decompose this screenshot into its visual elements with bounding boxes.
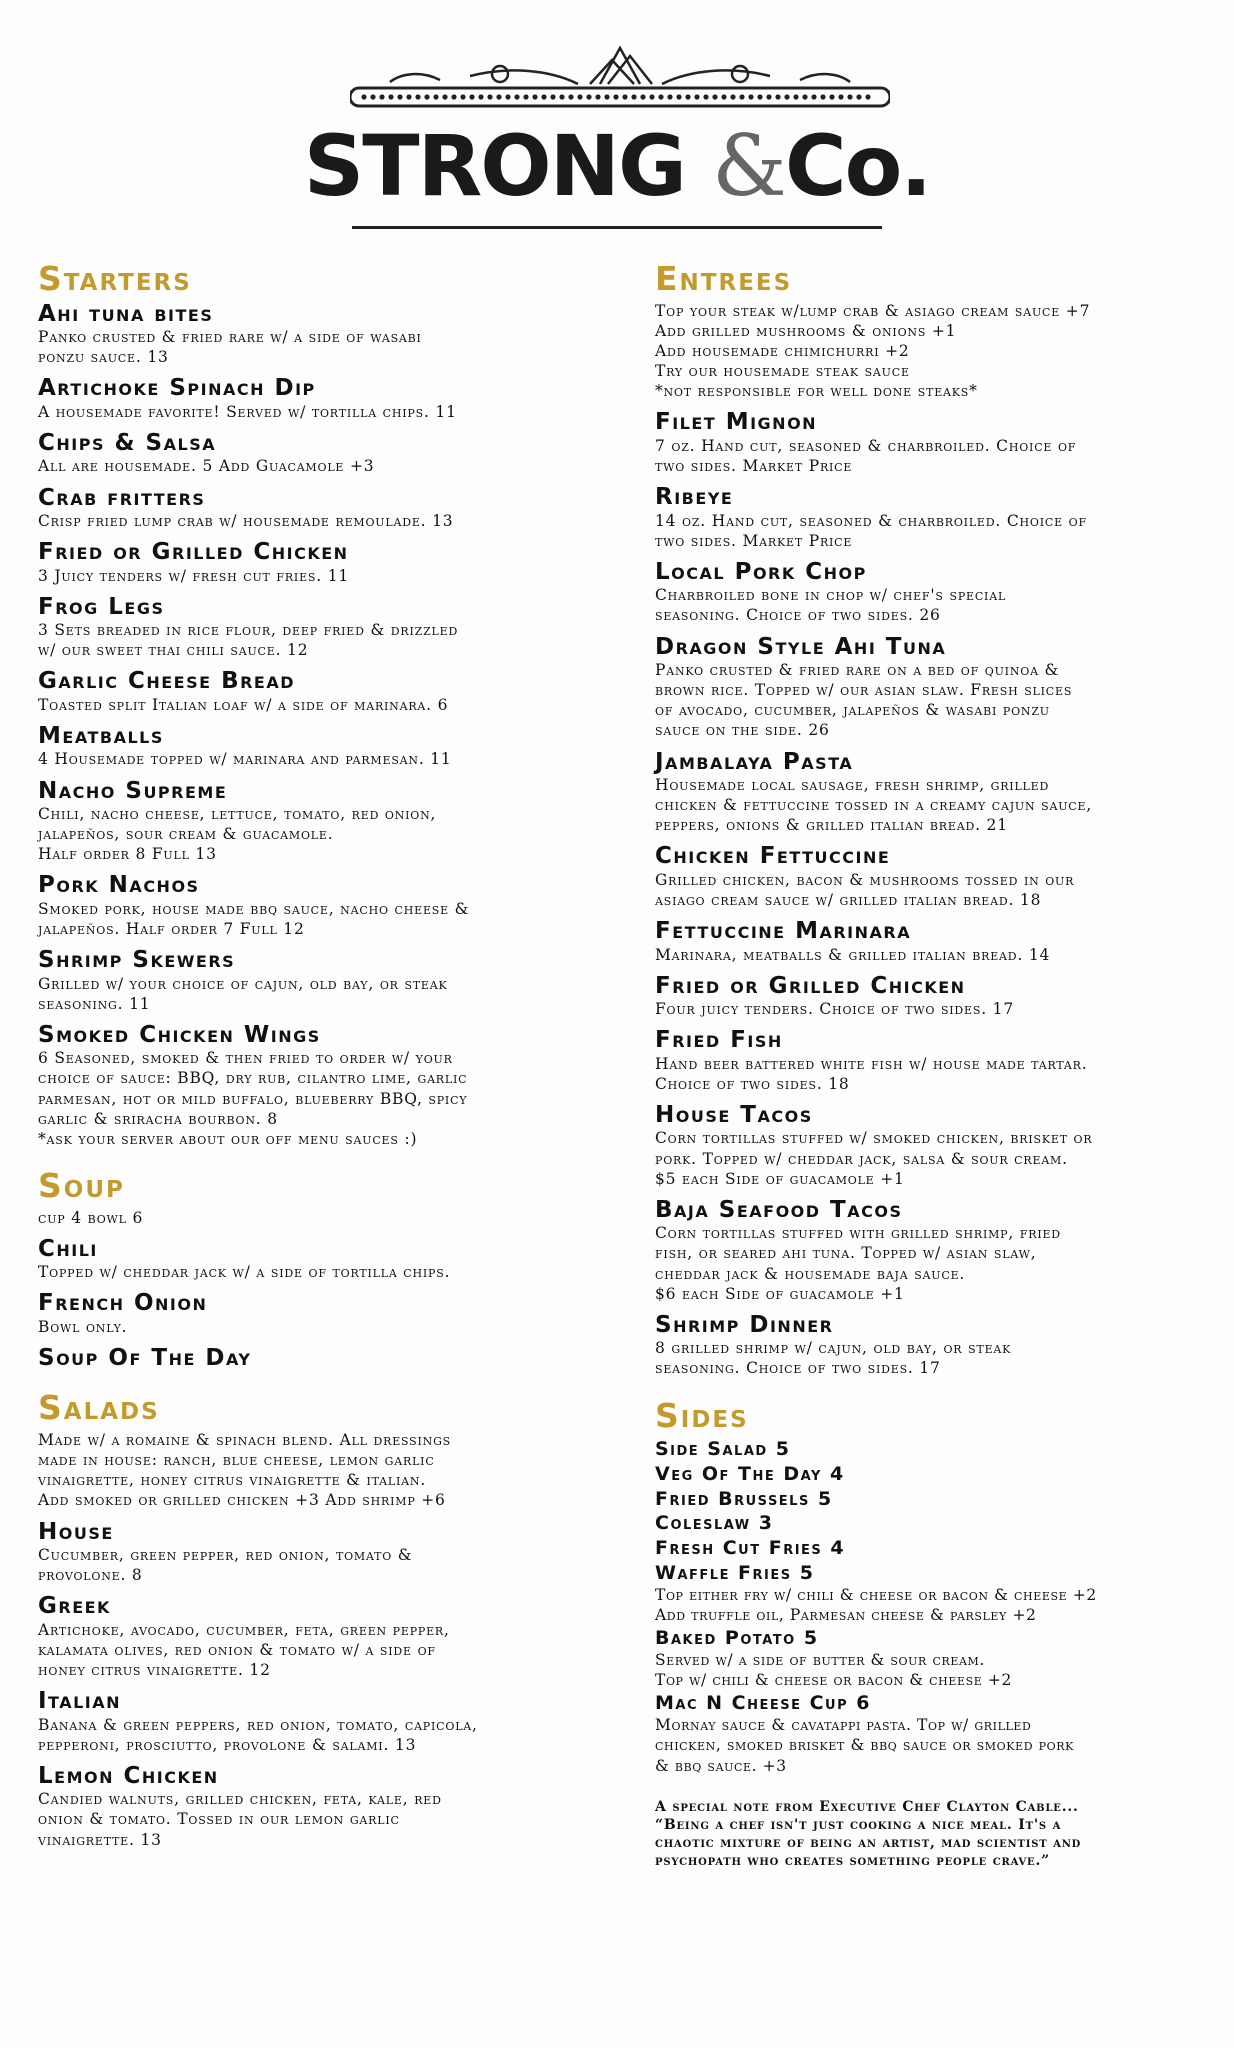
side-item: Baked Potato 5 [655, 1626, 819, 1649]
item-desc: Crisp fried lump crab w/ housemade remoulade. 13 [38, 511, 454, 530]
ornament-dot [532, 94, 537, 99]
ornament-dot [802, 94, 807, 99]
ornament-dot [478, 94, 483, 99]
brand-name: STRONG [303, 117, 685, 215]
item-name: Chicken Fettuccine [655, 843, 891, 870]
ornament-dot [424, 94, 429, 99]
ornament-dot [514, 94, 519, 99]
ornament-dot [433, 94, 438, 99]
menu-item [38, 947, 608, 1014]
side-item: Veg Of The Day 4 [655, 1462, 845, 1485]
menu-item [38, 723, 608, 770]
item-name: Pork Nachos [38, 872, 200, 899]
menu-item [655, 484, 1215, 551]
menu-item [655, 749, 1215, 836]
menu-item [38, 1688, 608, 1755]
item-name: Jambalaya Pasta [655, 748, 854, 775]
menu-item [655, 1197, 1215, 1304]
ornament-dot [496, 94, 501, 99]
item-desc: Candied walnuts, grilled chicken, feta, kale, red onion & tomato. Tossed in our lemon garlic vinaigrette. 13 [38, 1790, 442, 1849]
ornament-crest-icon [350, 40, 890, 120]
item-name: Nacho Supreme [38, 777, 228, 804]
menu-item [38, 1236, 608, 1283]
item-desc: 3 Juicy tenders w/ fresh cut fries. 11 [38, 566, 350, 585]
item-desc: 3 Sets breaded in rice flour, deep fried & drizzled w/ our sweet thai chili sauce. 12 [38, 621, 459, 660]
ornament-dot [469, 94, 474, 99]
ornament-dot [541, 94, 546, 99]
chef-quote: A special note from Executive Chef Clayton Cable... “Being a chef isn't just cooking a nice meal. It's a chaotic mixture of being an artist, mad scientist and psychopath who creates something people crave.” [655, 1798, 1082, 1870]
right-column [655, 256, 1215, 1870]
item-name: Shrimp Skewers [38, 947, 236, 974]
ornament-dot [487, 94, 492, 99]
menu-item [38, 594, 608, 661]
item-desc: 8 grilled shrimp w/ cajun, old bay, or steak seasoning. Choice of two sides. 17 [655, 1339, 1012, 1378]
salads-list [38, 1519, 608, 1850]
item-desc: Four juicy tenders. Choice of two sides. 17 [655, 1000, 1014, 1019]
ornament-dot [748, 94, 753, 99]
menu-item [38, 1345, 608, 1371]
item-desc: Corn tortillas stuffed w/ smoked chicken, brisket or pork. Topped w/ cheddar jack, salsa & sour cream. $5 each Side of guacamole +1 [655, 1129, 1093, 1188]
section-title-sides: Sides [655, 1395, 749, 1435]
menu-item [655, 559, 1215, 626]
item-desc: Topped w/ cheddar jack w/ a side of tortilla chips. [38, 1263, 451, 1282]
menu-item [38, 1593, 608, 1680]
salads-intro: Made w/ a romaine & spinach blend. All dressings made in house: ranch, blue cheese, lemon garlic vinaigrette, honey citrus vinaigrette & italian. Add smoked or grilled chicken +3 Add shrimp +6 [38, 1431, 452, 1510]
ornament-dot [847, 94, 852, 99]
ornament-dot [685, 94, 690, 99]
item-name: Baja Seafood Tacos [655, 1196, 903, 1223]
menu-item [38, 872, 608, 939]
item-desc: 14 oz. Hand cut, seasoned & charbroiled. Choice of two sides. Market Price [655, 511, 1087, 550]
item-name: Dragon Style Ahi Tuna [655, 633, 947, 660]
menu-item [655, 1102, 1215, 1189]
ornament-dot [361, 94, 366, 99]
item-name: Smoked Chicken Wings [38, 1021, 321, 1048]
menu-item [655, 634, 1215, 741]
logo-underline [352, 226, 882, 229]
menu-item [38, 301, 608, 368]
ornament-dot [721, 94, 726, 99]
item-name: Garlic Cheese Bread [38, 668, 296, 695]
ornament-dot [415, 94, 420, 99]
menu-item [38, 485, 608, 532]
side-item: Mac N Cheese Cup 6 [655, 1691, 871, 1714]
starters-list [38, 301, 608, 1149]
item-name: Shrimp Dinner [655, 1311, 834, 1338]
ornament-dot [820, 94, 825, 99]
item-name: Ribeye [655, 484, 734, 511]
side-item-note: Served w/ a side of butter & sour cream. Top w/ chili & cheese or bacon & cheese +2 [655, 1651, 1012, 1690]
ornament-dot [577, 94, 582, 99]
ornament-dot [811, 94, 816, 99]
ornament-dot [829, 94, 834, 99]
menu-item [655, 973, 1215, 1020]
menu-item [38, 430, 608, 477]
item-desc: Corn tortillas stuffed with grilled shrimp, fried fish, or seared ahi tuna. Topped w/ asian slaw, cheddar jack & housemade baja sauce. $6 each Side of guacamole +1 [655, 1224, 1061, 1303]
side-item: Waffle Fries 5 [655, 1561, 815, 1584]
ornament-dot [658, 94, 663, 99]
menu-item [655, 1027, 1215, 1094]
item-name: Crab fritters [38, 484, 206, 511]
item-desc: Smoked pork, house made bbq sauce, nacho cheese & jalapeños. Half order 7 Full 12 [38, 899, 470, 938]
section-title-salads: Salads [38, 1388, 160, 1428]
item-desc: A housemade favorite! Served w/ tortilla chips. 11 [38, 402, 457, 421]
menu-item [38, 375, 608, 422]
ornament-dot [586, 94, 591, 99]
ornament-dot [703, 94, 708, 99]
item-desc: Marinara, meatballs & grilled italian bread. 14 [655, 945, 1051, 964]
ornament-dot [793, 94, 798, 99]
ornament-dot [784, 94, 789, 99]
item-name: French Onion [38, 1290, 208, 1317]
ornament-dot [604, 94, 609, 99]
soup-list [38, 1236, 608, 1372]
ornament-dot [622, 94, 627, 99]
side-item: Coleslaw 3 [655, 1512, 774, 1535]
ornament-dot [649, 94, 654, 99]
ornament-dot [739, 94, 744, 99]
ornament-dot [451, 94, 456, 99]
ornament-dot [766, 94, 771, 99]
ornament-dot [712, 94, 717, 99]
menu-item [38, 778, 608, 865]
side-item-note: Mornay sauce & cavatappi pasta. Top w/ grilled chicken, smoked brisket & bbq sauce or smoked pork & bbq sauce. +3 [655, 1716, 1074, 1775]
item-name: Italian [38, 1688, 122, 1715]
item-name: Artichoke Spinach Dip [38, 375, 316, 402]
item-name: Fettuccine Marinara [655, 918, 912, 945]
item-name: Ahi tuna bites [38, 300, 214, 327]
item-name: Chips & Salsa [38, 429, 217, 456]
item-name: Fried or Grilled Chicken [655, 972, 966, 999]
menu-item [38, 539, 608, 586]
menu-item [38, 1519, 608, 1586]
item-desc: Cucumber, green pepper, red onion, tomato & provolone. 8 [38, 1546, 413, 1585]
menu-item [38, 1763, 608, 1850]
ornament-dot [523, 94, 528, 99]
ornament-dot [388, 94, 393, 99]
entrees-list [655, 409, 1215, 1378]
ornament-dot [865, 94, 870, 99]
sides-list [655, 1437, 1215, 1775]
menu-item [655, 918, 1215, 965]
ornament-dot [370, 94, 375, 99]
ornament-dot [730, 94, 735, 99]
menu-item [655, 843, 1215, 910]
item-name: Meatballs [38, 722, 164, 749]
item-desc: Artichoke, avocado, cucumber, feta, green pepper, kalamata olives, red onion & tomato w/ a side of honey citrus vinaigrette. 12 [38, 1620, 450, 1679]
side-item: Fried Brussels 5 [655, 1487, 833, 1510]
item-name: Frog Legs [38, 593, 165, 620]
left-column [38, 256, 608, 1858]
ornament-dot [775, 94, 780, 99]
item-name: Fried or Grilled Chicken [38, 539, 349, 566]
ornament-dot [568, 94, 573, 99]
section-title-soup: Soup [38, 1165, 125, 1205]
ornament-dot [757, 94, 762, 99]
menu-item [655, 409, 1215, 476]
item-name: Soup Of The Day [38, 1344, 252, 1371]
side-item: Fresh Cut Fries 4 [655, 1536, 846, 1559]
side-item: Side Salad 5 [655, 1438, 791, 1461]
item-name: Greek [38, 1593, 111, 1620]
item-desc: Hand beer battered white fish w/ house made tartar. Choice of two sides. 18 [655, 1054, 1088, 1093]
ornament-dot [397, 94, 402, 99]
ornament-dot [640, 94, 645, 99]
item-desc: 7 oz. Hand cut, seasoned & charbroiled. Choice of two sides. Market Price [655, 436, 1077, 475]
ornament-dot [442, 94, 447, 99]
menu-item [38, 668, 608, 715]
ornament-dot [559, 94, 564, 99]
ornament-dot [613, 94, 618, 99]
ornament-dot [667, 94, 672, 99]
ornament-dot [676, 94, 681, 99]
menu-item [655, 1312, 1215, 1379]
side-item-note: Top either fry w/ chili & cheese or bacon & cheese +2 Add truffle oil, Parmesan cheese & parsley +2 [655, 1586, 1097, 1625]
item-desc: Panko crusted & fried rare w/ a side of wasabi ponzu sauce. 13 [38, 328, 422, 367]
entrees-intro: Top your steak w/lump crab & asiago cream sauce +7 Add grilled mushrooms & onions +1 Add housemade chimichurri +2 Try our housemade steak sauce *not responsible for well done steaks* [655, 301, 1091, 401]
item-name: Lemon Chicken [38, 1762, 219, 1789]
item-desc: Banana & green peppers, red onion, tomato, capicola, pepperoni, prosciutto, provolone & salami. 13 [38, 1715, 478, 1754]
item-desc: Chili, nacho cheese, lettuce, tomato, red onion, jalapeños, sour cream & guacamole. Half order 8 Full 13 [38, 804, 437, 864]
menu-item [38, 1022, 608, 1149]
item-name: House [38, 1518, 114, 1545]
ornament-dot [406, 94, 411, 99]
ornament-dot [460, 94, 465, 99]
menu-header [0, 0, 1234, 250]
ornament-dot [838, 94, 843, 99]
item-desc: Grilled chicken, bacon & mushrooms tossed in our asiago cream sauce w/ grilled italian bread. 18 [655, 870, 1075, 909]
item-desc: Grilled w/ your choice of cajun, old bay, or steak seasoning. 11 [38, 974, 448, 1013]
brand-ampersand: & [712, 117, 785, 215]
item-desc: 4 Housemade topped w/ marinara and parmesan. 11 [38, 750, 452, 769]
ornament-dot [379, 94, 384, 99]
ornament-dot [631, 94, 636, 99]
section-title-entrees: Entrees [655, 259, 793, 298]
item-desc: Panko crusted & fried rare on a bed of quinoa & brown rice. Topped w/ our asian slaw. Fresh slices of avocado, cucumber, jalapeños & wasabi ponzu sauce on the side. 26 [655, 660, 1073, 740]
item-name: Local Pork Chop [655, 558, 867, 585]
item-name: Filet Mignon [655, 409, 818, 436]
item-desc: Housemade local sausage, fresh shrimp, grilled chicken & fettuccine tossed in a creamy cajun sauce, peppers, onions & grilled italian bread. 21 [655, 775, 1093, 835]
ornament-dot [856, 94, 861, 99]
menu-item [38, 1290, 608, 1337]
soup-prices: cup 4 bowl 6 [38, 1208, 144, 1227]
ornament-dot [595, 94, 600, 99]
item-desc: All are housemade. 5 Add Guacamole +3 [38, 457, 375, 476]
ornament-dot [694, 94, 699, 99]
brand-suffix: Co. [784, 117, 931, 215]
item-desc: 6 Seasoned, smoked & then fried to order w/ your choice of sauce: BBQ, dry rub, cilantro lime, garlic parmesan, hot or mild buffalo, blueberry BBQ, spicy garlic & sriracha bourbon. 8 *ask your server about our off menu sauces :) [38, 1049, 468, 1148]
item-desc: Charbroiled bone in chop w/ chef's special seasoning. Choice of two sides. 26 [655, 586, 1007, 625]
item-desc: Bowl only. [38, 1317, 128, 1336]
item-desc: Toasted split Italian loaf w/ a side of marinara. 6 [38, 695, 449, 714]
ornament-dot [505, 94, 510, 99]
item-name: Chili [38, 1235, 98, 1262]
brand-logo [0, 117, 1234, 215]
section-title-starters: Starters [38, 259, 192, 298]
ornament-dot [550, 94, 555, 99]
item-name: House Tacos [655, 1101, 813, 1128]
item-name: Fried Fish [655, 1027, 783, 1054]
